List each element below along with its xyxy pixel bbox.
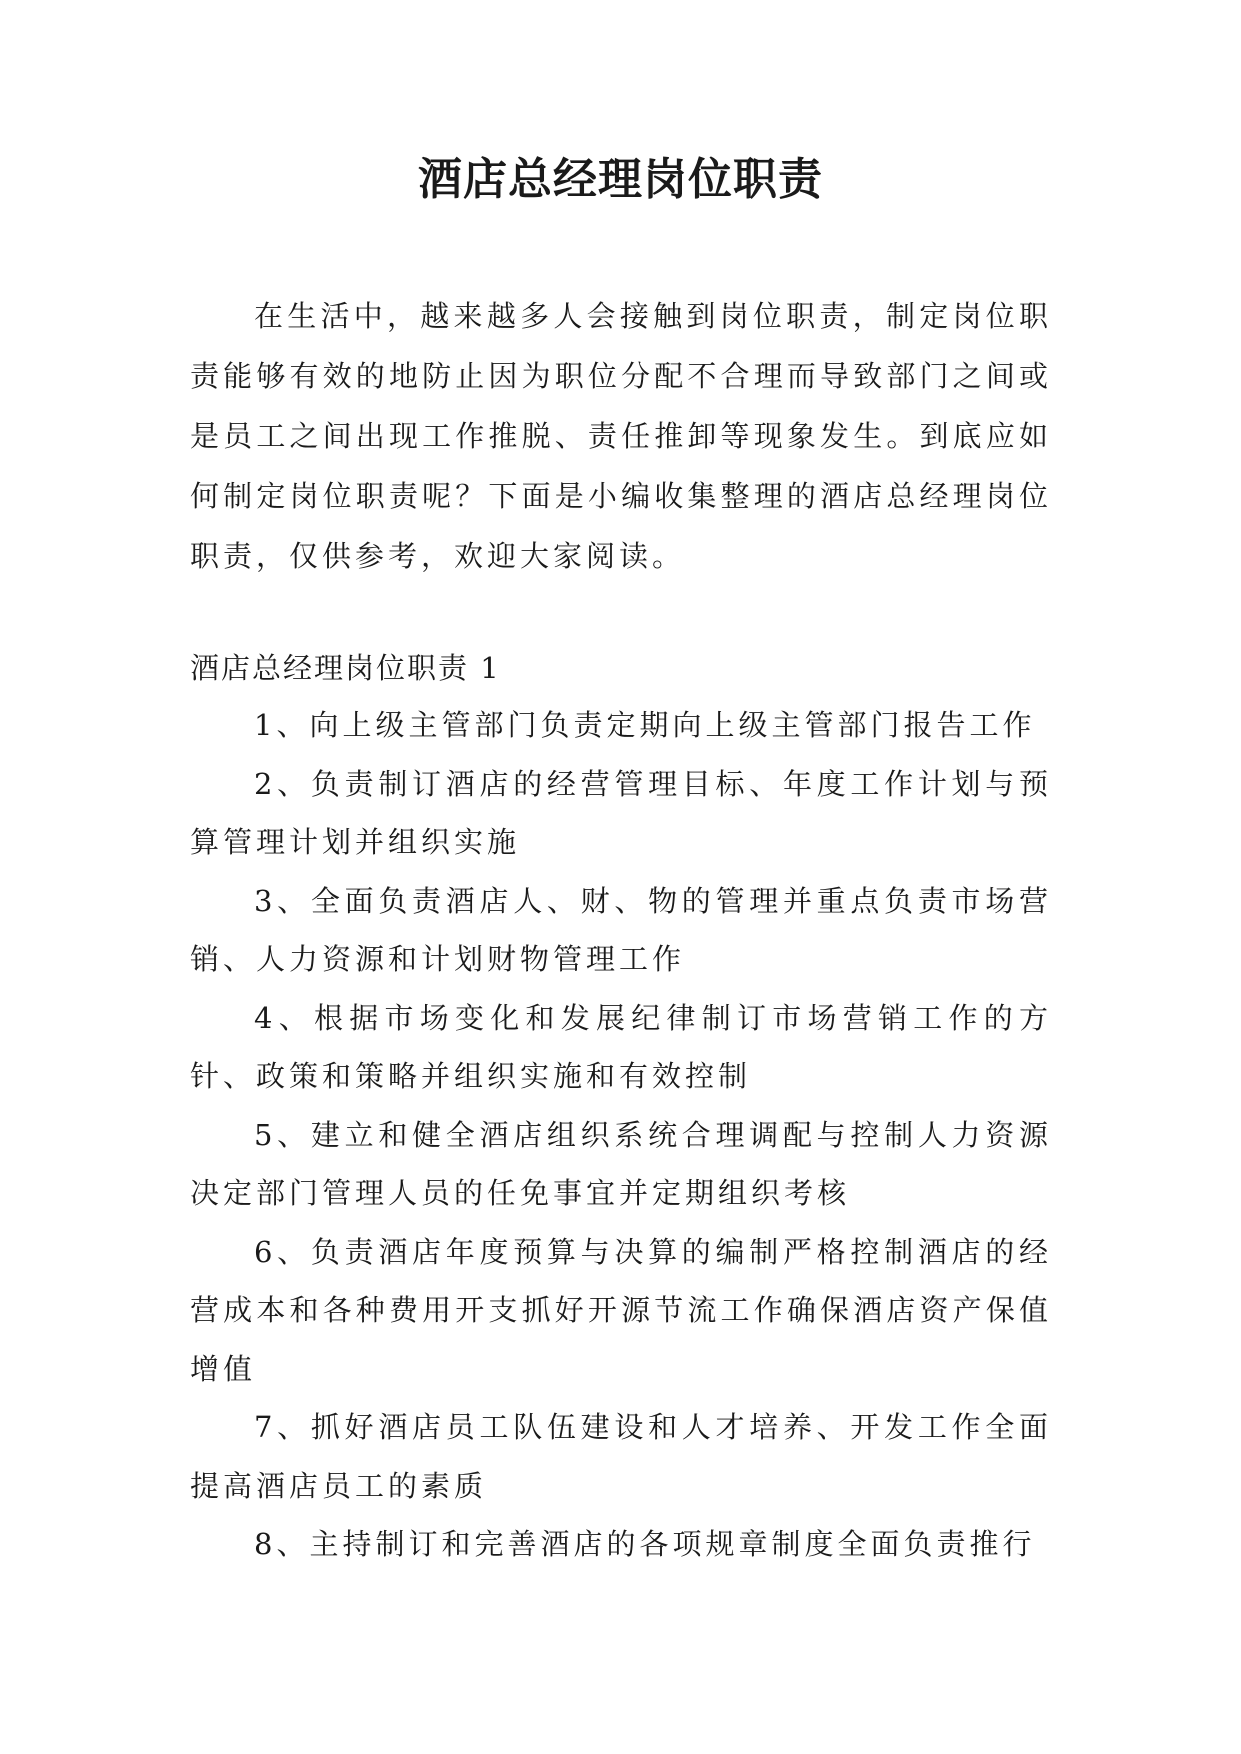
duty-item: 7、抓好酒店员工队伍建设和人才培养、开发工作全面提高酒店员工的素质 [190,1410,1052,1503]
duty-item: 1、向上级主管部门负责定期向上级主管部门报告工作 [254,708,1036,742]
document-title: 酒店总经理岗位职责 [418,154,823,205]
duty-item: 4、根据市场变化和发展纪律制订市场营销工作的方针、政策和策略并组织实施和有效控制 [190,1000,1052,1093]
duty-item: 3、全面负责酒店人、财、物的管理并重点负责市场营销、人力资源和计划财物管理工作 [190,883,1052,976]
duty-item: 2、负责制订酒店的经营管理目标、年度工作计划与预算管理计划并组织实施 [190,766,1052,859]
duty-list [190,696,1052,1574]
section-heading: 酒店总经理岗位职责 1 [190,651,501,685]
duty-item: 6、负责酒店年度预算与决算的编制严格控制酒店的经营成本和各种费用开支抓好开源节流工作确保酒店资产保值增值 [190,1234,1052,1386]
intro-paragraph: 在生活中，越来越多人会接触到岗位职责，制定岗位职责能够有效的地防止因为职位分配不合理而导致部门之间或是员工之间出现工作推脱、责任推卸等现象发生。到底应如何制定岗位职责呢？下面是小编收集整理的酒店总经理岗位职责，仅供参考，欢迎大家阅读。 [190,299,1052,573]
duty-item: 5、建立和健全酒店组织系统合理调配与控制人力资源决定部门管理人员的任免事宜并定期组织考核 [190,1117,1052,1210]
duty-item: 8、主持制订和完善酒店的各项规章制度全面负责推行 [254,1527,1036,1561]
